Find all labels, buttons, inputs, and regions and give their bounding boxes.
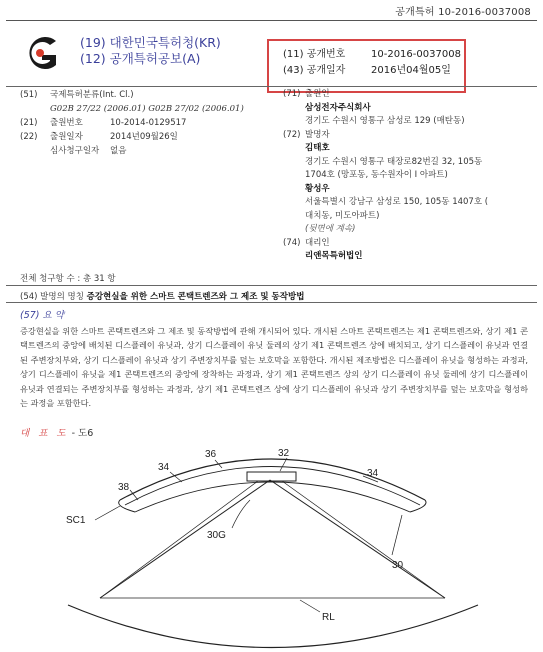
applicant-label: 출원인 (305, 89, 330, 99)
agent-name: 리앤목특허법인 (305, 251, 363, 261)
patent-drawing (0, 440, 543, 652)
kipo-logo-icon (16, 35, 60, 71)
inventor-1-address-1: 경기도 수원시 영통구 태장로82번길 32, 105동 (305, 156, 483, 167)
agent-code: (74) (283, 237, 301, 248)
inventor-2-name: 황성우 (305, 183, 330, 194)
pub-date-value: 2016년04월05일 (371, 65, 451, 76)
lens-left-edge (119, 500, 135, 512)
ray-right (270, 480, 445, 598)
exam-label: 심사청구일자 (50, 146, 100, 156)
label-36: 36 (205, 449, 217, 460)
applicant-address: 경기도 수원시 영통구 삼성로 129 (매탄동) (305, 116, 465, 126)
pub-date-label: (43) 공개일자 (283, 65, 346, 76)
title-code: (54) 발명의 명칭 (20, 292, 84, 302)
label-38: 38 (118, 482, 130, 493)
inventor-2-address-1: 서울특별시 강남구 삼성로 150, 105동 1407호 ( (305, 197, 489, 207)
agent-label: 대리인 (305, 237, 330, 248)
rep-figure-label: 대 표 도 (20, 428, 69, 439)
representative-figure (20, 425, 93, 439)
label-32: 32 (278, 448, 290, 459)
ipc-code: (51) (20, 90, 38, 100)
invention-title (20, 290, 304, 302)
lens-right-edge (410, 500, 426, 512)
inventor-label: 발명자 (305, 129, 330, 140)
inventor-code: (72) (283, 129, 301, 140)
appdate-value: 2014년09월26일 (110, 132, 178, 142)
appno-code: (21) (20, 118, 38, 128)
inventor-1-address-2: 1704호 (망포동, 동수원자이 I 아파트) (305, 170, 448, 180)
label-rl: RL (322, 612, 335, 623)
applicant-name: 삼성전자주식회사 (305, 102, 371, 113)
label-34-right: 34 (367, 468, 379, 479)
label-30g: 30G (207, 530, 226, 541)
appdate-code: (22) (20, 132, 38, 142)
title-text: 증강현실을 위한 스마트 콘택트렌즈와 그 제조 및 동작방법 (86, 292, 305, 302)
label-30: 30 (392, 560, 404, 571)
abstract-text: 증강현실을 위한 스마트 콘택트렌즈와 그 제조 및 동작방법에 관해 개시되어 있다. 개시된 스마트 콘택트렌즈는 제1 콘택트렌즈와, 상기 제1 콘택트렌즈의 중앙에 배치된 디스플레이 유닛과, 상기 디스플레이 유닛 둘레의 상기 제1 콘택트렌즈 상에 배치되고, 상기 디스플레이 유닛과 연결된 주변장치부와, 상기 디스플레이 유닛과 상기 주변장치부를 덮는 보호막을 포함한다. 개시된 제조방법은 디스플레이 유닛을 형성하는 과정과, 상기 디스플레이 유닛을 제1 콘택트렌즈의 중앙에 장착하는 과정과, 상기 제1 콘택트렌즈 상의 상기 디스플레이 유닛 둘레에 상기 디스플레이 유닛과 연결되는 주변장치부를 형성하는 과정과, 상기 제1 콘택트렌즈 상에 상기 디스플레이 유닛과 상기 주변장치부를 덮는 보호막을 형성하는 과정을 포함한다. (20, 326, 528, 409)
lens-base-arc (135, 482, 410, 512)
document-header (6, 20, 537, 84)
exam-value: 없음 (110, 146, 127, 156)
appno-label: 출원번호 (50, 118, 83, 128)
ipc-value: G02B 27/22 (2006.01) G02B 27/02 (2006.01) (50, 104, 244, 114)
publication-number-top: 공개특허 10-2016-0037008 (395, 7, 531, 18)
appdate-label: 출원일자 (50, 132, 83, 142)
header-divider (6, 86, 537, 87)
bibliographic-data (20, 88, 275, 158)
abstract-heading: (57) 요 약 (20, 310, 64, 321)
title-divider (6, 302, 537, 303)
label-34-left: 34 (158, 462, 170, 473)
display-unit (247, 472, 296, 481)
inventor-2-address-2: 대치동, 미도아파트) (305, 210, 380, 221)
parties-data (283, 88, 533, 264)
retina-arc (68, 605, 478, 648)
claims-count: 전체 청구항 수 : 총 31 항 (20, 274, 116, 284)
label-sc1: SC1 (66, 515, 86, 526)
continued-note: (뒷면에 계속) (305, 224, 356, 234)
inventor-1-name: 김태호 (305, 143, 330, 153)
ipc-label: 국제특허분류(Int. Cl.) (50, 90, 134, 100)
claims-divider (6, 285, 537, 286)
publication-type: (12) 공개특허공보(A) (80, 51, 201, 66)
ray-right-2 (282, 481, 445, 598)
appno-value: 10-2014-0129517 (110, 118, 187, 128)
rep-figure-value: - 도6 (71, 428, 94, 439)
office-name: (19) 대한민국특허청(KR) (80, 35, 221, 50)
pub-no-value: 10-2016-0037008 (371, 49, 461, 60)
applicant-code: (71) (283, 89, 301, 99)
pub-no-label: (11) 공개번호 (283, 49, 346, 60)
